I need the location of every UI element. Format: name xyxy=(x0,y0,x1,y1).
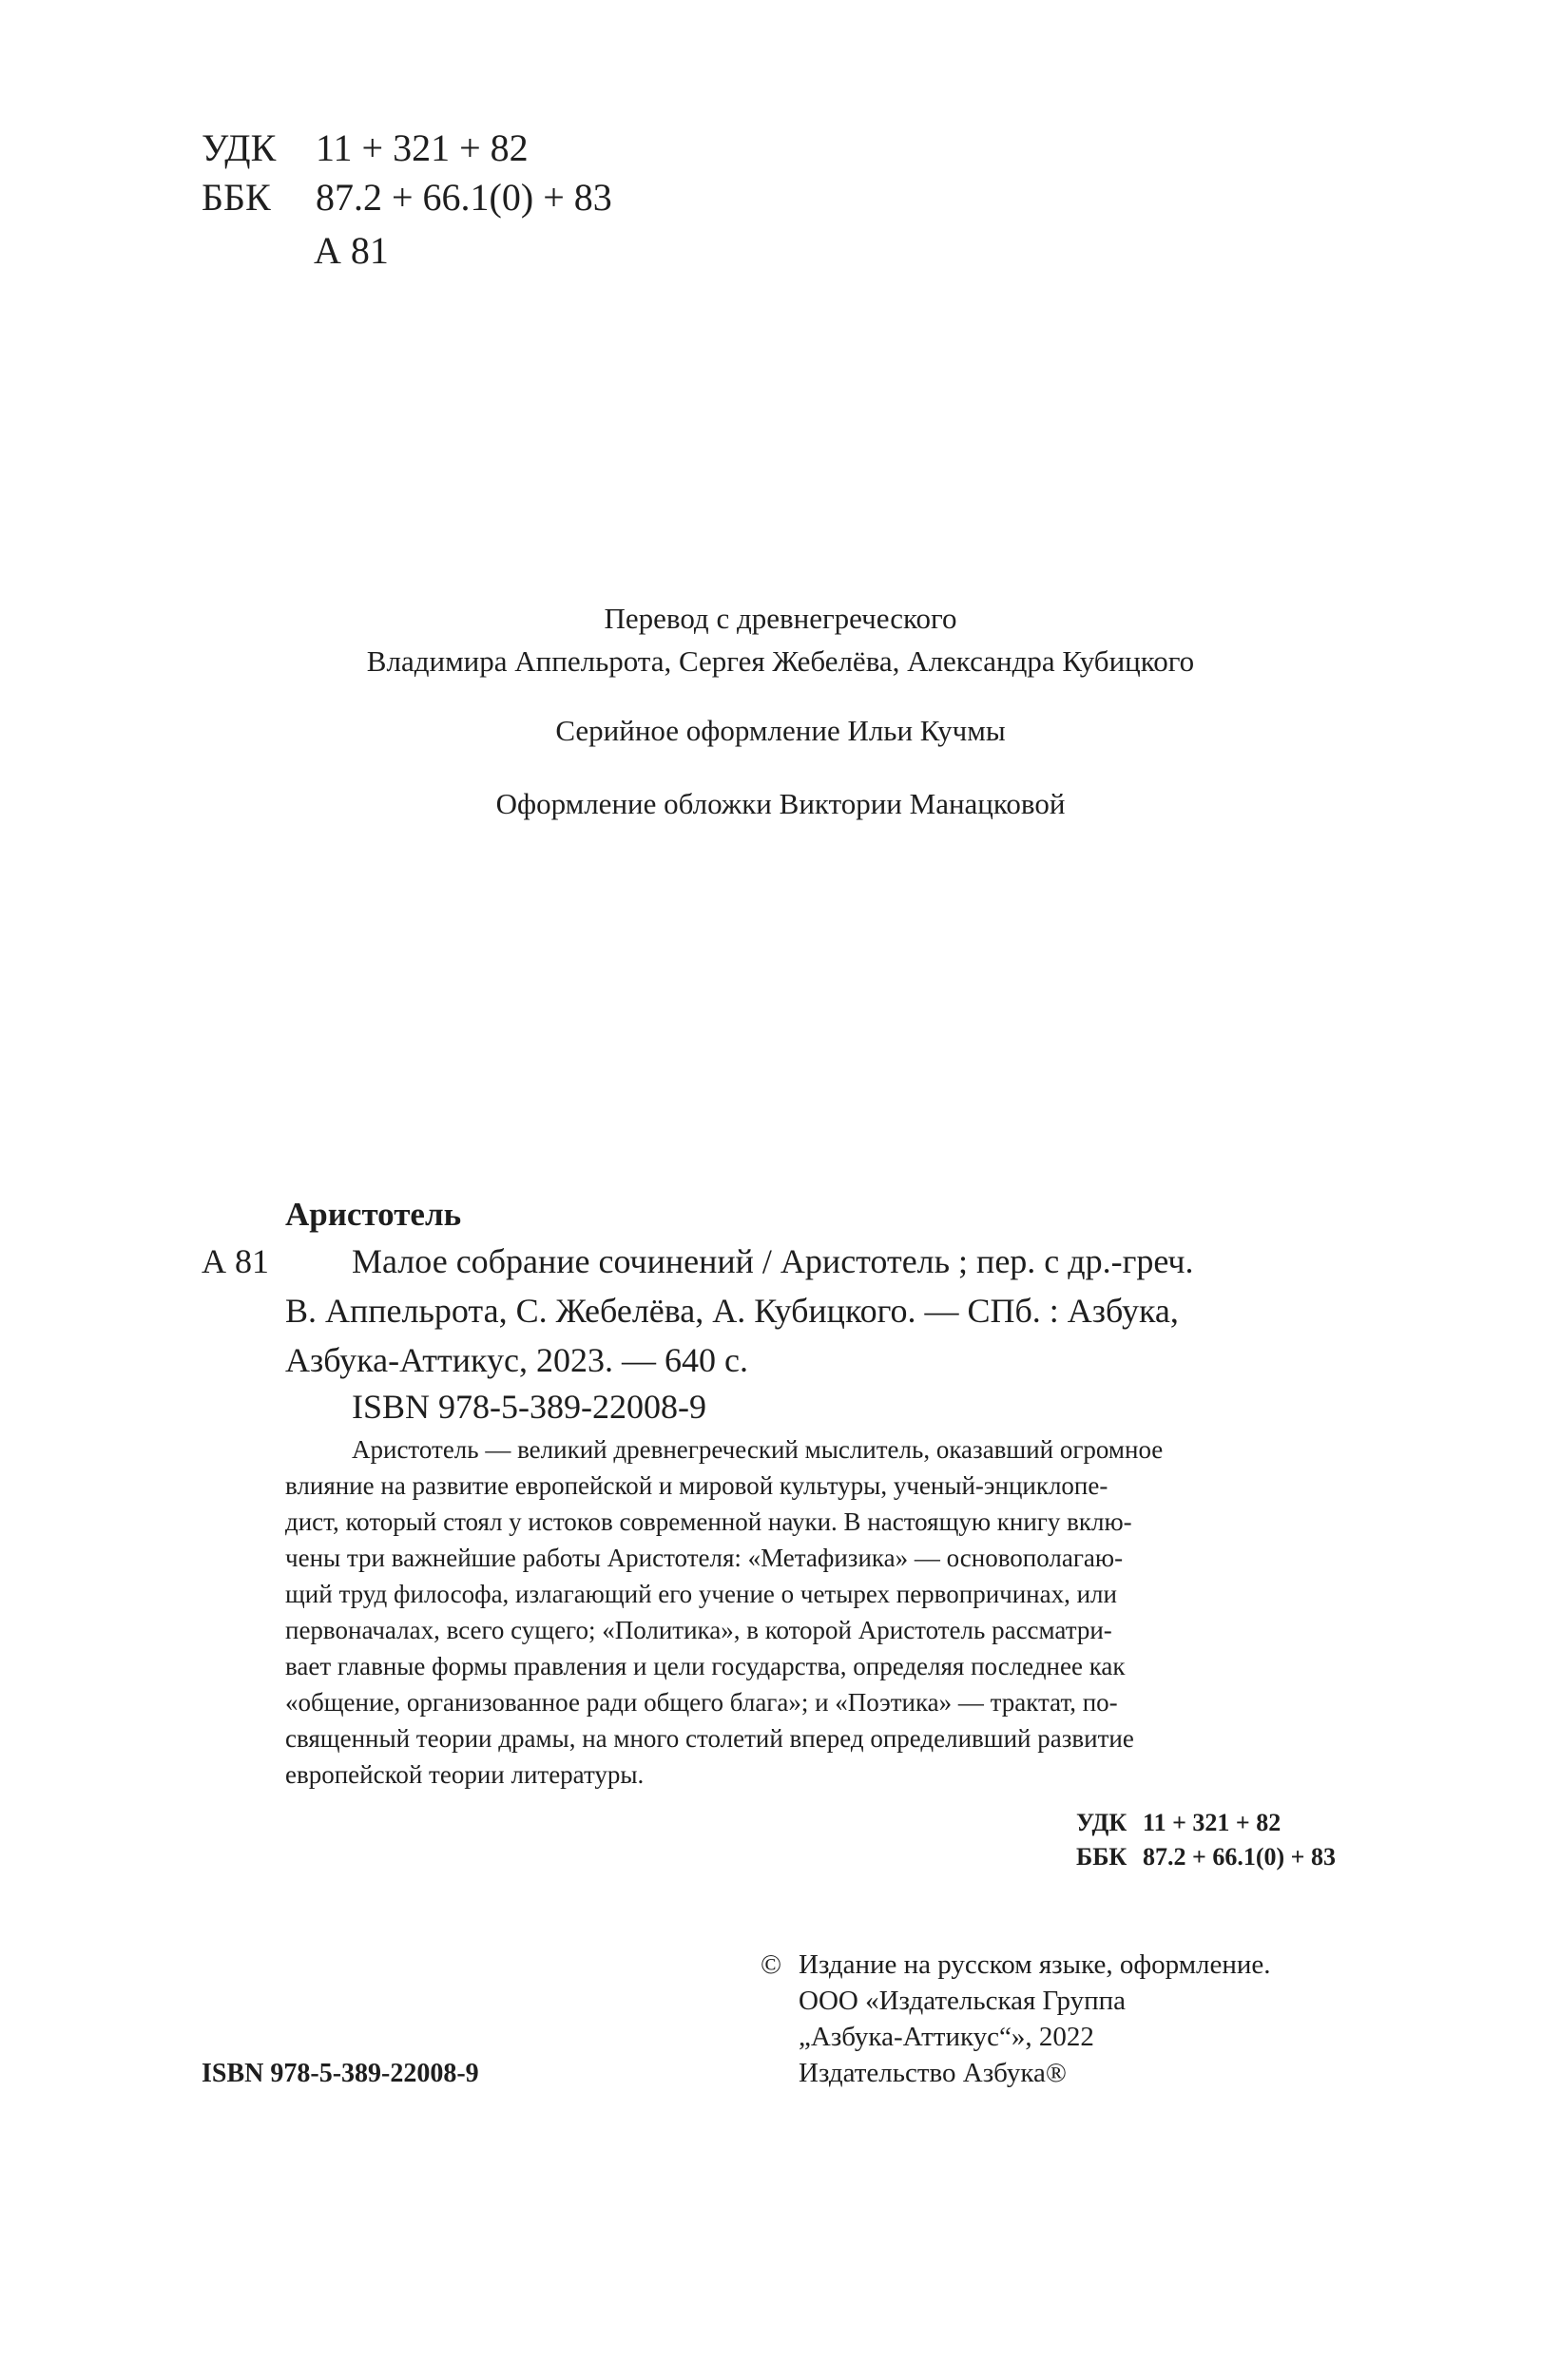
copyright-line-2: ООО «Издательская Группа xyxy=(799,1986,1127,2016)
annotation-line: священный теории драмы, на много столетий вперед определивший развитие xyxy=(285,1724,1134,1753)
annotation-line: чены три важнейшие работы Аристотеля: «Метафизика» — основополагаю- xyxy=(285,1544,1124,1572)
copyright-line-3: „Азбука-Аттикус“», 2022 xyxy=(799,2022,1094,2052)
copyright-line-1: Издание на русском языке, оформление. xyxy=(799,1949,1271,1980)
annotation xyxy=(285,1431,1390,1793)
udk-line xyxy=(202,124,529,173)
record-udk-label: УДК xyxy=(1076,1809,1127,1836)
udk-label: УДК xyxy=(202,126,277,169)
annotation-line: европейской теории литературы. xyxy=(285,1760,645,1789)
record-line-2: В. Аппельрота, С. Жебелёва, А. Кубицкого. — СПб. : Азбука, xyxy=(285,1292,1179,1330)
record-line-3: Азбука-Аттикус, 2023. — 640 с. xyxy=(285,1341,748,1379)
series-design-credit: Серийное оформление Ильи Кучмы xyxy=(555,714,1006,747)
bbk-label: ББК xyxy=(202,176,271,219)
record-udk-value: 11 + 321 + 82 xyxy=(1143,1809,1282,1836)
record-isbn: ISBN 978-5-389-22008-9 xyxy=(352,1388,706,1426)
record-line-1: Малое собрание сочинений / Аристотель ; пер. с др.-греч. xyxy=(352,1242,1194,1280)
record-udk xyxy=(1076,1806,1281,1840)
annotation-line: первоначалах, всего сущего; «Политика», в которой Аристотель рассматри- xyxy=(285,1616,1112,1644)
copyright-line-4: Издательство Азбука® xyxy=(799,2058,1067,2088)
record-author: Аристотель xyxy=(285,1196,462,1233)
annotation-line: щий труд философа, излагающий его учение о четырех первопричинах, или xyxy=(285,1580,1117,1608)
bbk-value: 87.2 + 66.1(0) + 83 xyxy=(316,176,612,219)
record-bbk-label: ББК xyxy=(1076,1843,1127,1871)
bbk-line xyxy=(202,173,612,222)
translation-line-2: Владимира Аппельрота, Сергея Жебелёва, Александра Кубицкого xyxy=(366,644,1195,678)
cover-design-credit: Оформление обложки Виктории Манацковой xyxy=(495,787,1066,820)
record-mark: А 81 xyxy=(202,1242,269,1280)
author-mark: А 81 xyxy=(314,229,389,272)
record-bbk xyxy=(1076,1840,1336,1874)
translation-line-1: Перевод с древнегреческого xyxy=(604,602,957,635)
annotation-line: Аристотель — великий древнегреческий мыслитель, оказавший огромное xyxy=(352,1435,1164,1464)
isbn-bottom: ISBN 978-5-389-22008-9 xyxy=(202,2059,479,2088)
annotation-line: «общение, организованное ради общего блага»; и «Поэтика» — трактат, по- xyxy=(285,1688,1118,1717)
annotation-line: влияние на развитие европейской и мировой культуры, ученый-энциклопе- xyxy=(285,1471,1108,1500)
annotation-line: дист, который стоял у истоков современной науки. В настоящую книгу вклю- xyxy=(285,1507,1132,1536)
record-bbk-value: 87.2 + 66.1(0) + 83 xyxy=(1143,1843,1336,1871)
annotation-line: вает главные формы правления и цели государства, определяя последнее как xyxy=(285,1652,1126,1680)
udk-value: 11 + 321 + 82 xyxy=(316,126,529,169)
copyright-symbol: © xyxy=(761,1949,782,1980)
